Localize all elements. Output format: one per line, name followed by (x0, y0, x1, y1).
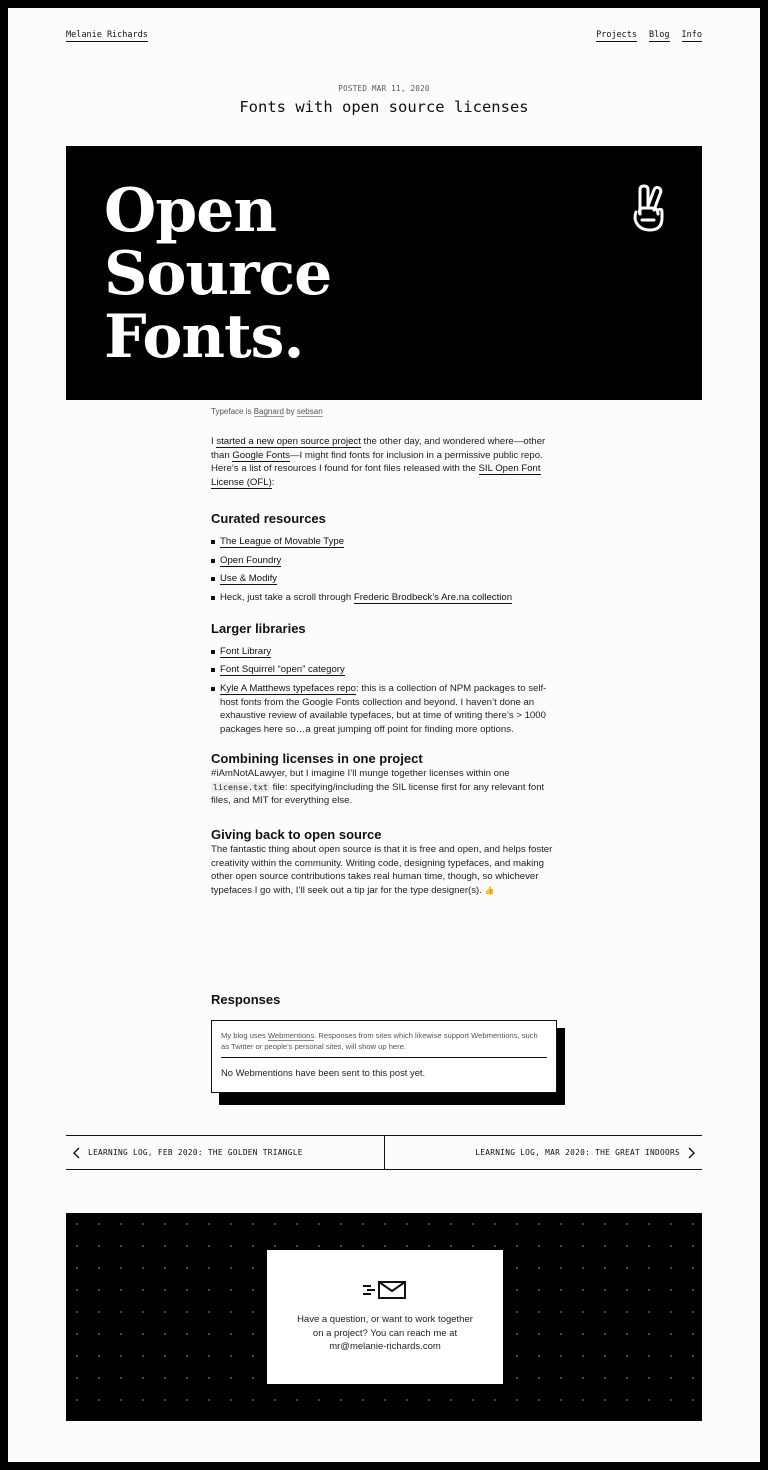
nav-info[interactable]: Info (681, 30, 702, 40)
use-modify-link[interactable]: Use & Modify (220, 573, 278, 585)
main-nav (596, 30, 702, 42)
previous-post-link[interactable] (66, 1136, 385, 1169)
hero-line-1: Open (104, 176, 277, 246)
nav-blog[interactable]: Blog (649, 30, 670, 40)
heading-curated: Curated resources (211, 510, 326, 526)
nav-projects[interactable]: Projects (596, 30, 638, 40)
note-suffix: . Responses from sites which likewise support Webmentions, such as Twitter or people’s personal sites, will show up here. (221, 1031, 538, 1051)
list-item (211, 645, 559, 659)
contact-footer (66, 1213, 702, 1421)
intro-text-1: I (211, 436, 217, 447)
intro-text-2: the other day, and wondered where—other than (211, 436, 546, 461)
league-link[interactable]: The League of Movable Type (220, 535, 345, 547)
giving-text: The fantastic thing about open source is that it is free and open, and helps foster creativity within the community. Writing code, designing typefaces, and making other open source contributions takes real human time, though, so whichever typefaces I go with, I’ll seek out a tip jar for the type designer(s). (211, 843, 553, 897)
post-date: POSTED MAR 11, 2020 (338, 84, 430, 93)
google-fonts-link[interactable]: Google Fonts (232, 449, 290, 461)
heading-giving: Giving back to open source (211, 826, 382, 842)
next-post-label: LEARNING LOG, MAR 2020: THE GREAT INDOORS (475, 1148, 680, 1157)
list-item (211, 682, 559, 737)
hero-line-3: Fonts. (104, 302, 304, 372)
no-webmentions-text: No Webmentions have been sent to this post yet. (221, 1067, 426, 1078)
chevron-right-icon (684, 1146, 698, 1160)
image-caption (211, 407, 323, 416)
webmentions-note (221, 1030, 547, 1052)
list-item (211, 554, 559, 568)
envelope-icon (361, 1279, 409, 1301)
font-library-link[interactable]: Font Library (220, 645, 272, 657)
arena-prefix: Heck, just take a scroll through (220, 591, 354, 603)
next-post-link[interactable] (385, 1136, 703, 1169)
list-item (211, 591, 559, 605)
note-prefix: My blog uses (221, 1031, 268, 1040)
thumbs-up-icon: 👍 (484, 886, 495, 896)
heading-larger: Larger libraries (211, 620, 306, 636)
giving-paragraph (211, 843, 559, 898)
kyle-text: : this is a collection of NPM packages to self-host fonts from the Google Fonts collection and beyond. I haven’t done an exhaustive review of available typefaces, but at time of writing there’s > 1000 packages here so…a great jumping off point for finding more options. (220, 683, 547, 736)
page (8, 8, 760, 1462)
larger-list (211, 645, 559, 737)
hero-title (104, 176, 332, 372)
list-item (211, 572, 559, 586)
responses-heading: Responses (211, 992, 281, 1007)
license-code: license.txt (213, 781, 268, 792)
contact-card (273, 1255, 497, 1381)
previous-post-label: LEARNING LOG, FEB 2020: THE GOLDEN TRIANGLE (88, 1148, 303, 1157)
intro-text-3: —I might find fonts for inclusion in a permissive public repo. Here’s a list of resources I found for font files released with the (211, 449, 543, 475)
font-squirrel-link[interactable]: Font Squirrel “open” category (220, 664, 345, 676)
peace-hand-icon (632, 184, 666, 232)
hero-image (66, 146, 702, 400)
post-body (211, 435, 559, 898)
list-item (211, 535, 559, 549)
kyle-matthews-link[interactable]: Kyle A Matthews typefaces repo (220, 683, 356, 695)
typeface-link[interactable]: Bagnard (253, 407, 284, 416)
divider (221, 1057, 547, 1058)
site-name-link[interactable]: Melanie Richards (66, 30, 148, 40)
caption-by: by (283, 407, 297, 416)
hero-line-2: Source (104, 239, 332, 309)
post-title: Fonts with open source licenses (239, 98, 529, 116)
ofl-link[interactable]: SIL Open Font License (OFL) (211, 463, 541, 489)
combining-text-2: file: specifying/including the SIL license first for any relevant font files, and MIT for everything else. (211, 781, 545, 807)
post-pagination (66, 1135, 702, 1170)
intro-paragraph (211, 435, 559, 490)
open-source-project-link[interactable]: started a new open source project (216, 436, 361, 447)
combining-paragraph (211, 767, 559, 808)
chevron-left-icon (70, 1146, 84, 1160)
heading-combining: Combining licenses in one project (211, 750, 423, 766)
intro-text-4: : (271, 477, 275, 489)
webmentions-link[interactable]: Webmentions (267, 1031, 315, 1040)
contact-text: Have a question, or want to work together on a project? You can reach me at mr@melanie-richards.com (297, 1314, 473, 1353)
combining-text-1: #iAmNotALawyer, but I imagine I’ll munge together licenses within one (211, 767, 510, 779)
caption-prefix: Typeface is (211, 407, 254, 416)
list-item (211, 663, 559, 677)
curated-list (211, 535, 559, 605)
open-foundry-link[interactable]: Open Foundry (220, 554, 282, 566)
author-link[interactable]: sebsan (296, 407, 323, 416)
arena-link[interactable]: Frederic Brodbeck’s Are.na collection (353, 591, 513, 603)
webmentions-box (211, 1020, 557, 1093)
